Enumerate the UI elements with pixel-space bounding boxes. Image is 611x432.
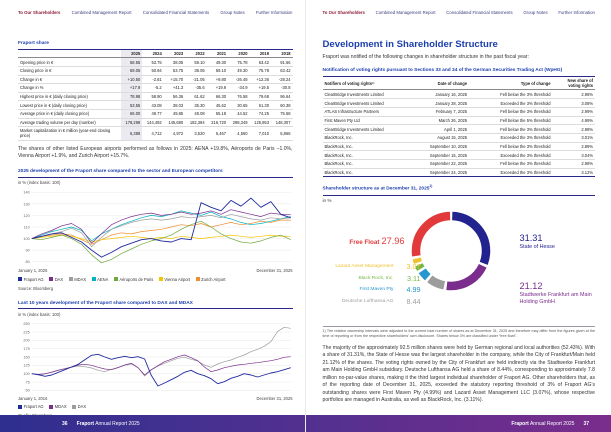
table-row: BlackRock, Inc. September 15, 2025 Exceeded the 3% threshold 3.04%	[324, 152, 593, 158]
svg-text:80: 80	[25, 260, 30, 265]
shareholder-paragraph: The majority of the approximately 92.5 million shares were held by German regional and local authorities (52.43%). With a share of 31.31%, the State of Hesse was the largest shareholder in the company, while the City of Frankfurt/Main held 21.12% of the shares. The voting rights owned by the City of Frankfurt are held indirectly via the Stadtwerke Frankfurt am Main Holding GmbH subsidiary. Deutsche Lufthansa AG held a share of 8.44%, corresponding to approximately 7.8 million no-par-value shares, making it the third largest individual shareholder of Fraport AG. Other shareholders that, as of the reporting date of December 31, 2025, exceeded the statutory reporting threshold of 3% of Fraport AG’s outstanding shares were First Maven Pty (4.99%) and Lazard Asset Management LLC (3.07%), whose respective portfolios are managed in Australia, as well as BlackRock, Inc. (3.11%).	[322, 344, 595, 404]
donut-unit-label: in %	[322, 198, 332, 204]
legend-item: DAX	[49, 277, 63, 282]
table-row: Market capitalization in € million (year-end closing price) 6,388 4,712 4,972 3,520 5,467 4,560 7,010 5,866	[20, 128, 291, 139]
chart-2025-development	[18, 169, 293, 291]
voting-rights-body	[323, 90, 596, 177]
table-row: ATLAS Infrastructure Partners February 7, 2025 Fell below the 3% threshold 2.99%	[324, 109, 593, 115]
fraport-share-table	[18, 50, 293, 141]
table-row: ClearBridge Investments Limited April 1, 2025 Fell below the 3% threshold 2.98%	[324, 126, 593, 132]
table-row: Closing price in € 69.05 50.94 53.75 38.05 59.10 49.30 75.78 63.42	[20, 68, 291, 74]
chart1-legend	[18, 277, 293, 282]
chart2-title: Last 10 years development of the Fraport share compared to DAX and MDAX	[18, 301, 293, 310]
lufthansa-label: Deutsche Lufthansa AG 8.44	[341, 296, 421, 306]
svg-text:130: 130	[23, 202, 30, 207]
lazard-label: Lazard Asset Management 3.07	[335, 262, 421, 272]
year-header: 2025	[121, 50, 142, 58]
nav-item[interactable]: Combined Management Report	[375, 10, 436, 15]
first-maven-label: First Maven Pty 4.99	[359, 285, 421, 295]
table-row: BlackRock, Inc. September 24, 2025 Exceeded the 3% threshold 3.12%	[324, 170, 593, 175]
page-heading: Development in Shareholder Structure	[322, 39, 498, 50]
legend-swatch	[72, 405, 76, 409]
year-header: 2021	[207, 50, 228, 58]
share-table-head	[18, 50, 293, 58]
chart2-legend	[18, 404, 293, 409]
svg-text:100: 100	[23, 237, 30, 242]
chart1-x-end: December 31, 2025	[256, 268, 293, 274]
shareholder-structure-chart	[323, 205, 596, 323]
legend-swatch	[49, 277, 53, 281]
column-header: New share of voting rights	[553, 77, 595, 90]
chart2-x-labels	[18, 396, 293, 401]
year-header: 2022	[185, 50, 206, 58]
year-header: 2023	[164, 50, 185, 58]
chart2-subtitle: in % (index basis: 100)	[18, 311, 61, 317]
minor-holders-list	[323, 262, 421, 308]
nav-item[interactable]: Group Notes	[220, 10, 245, 15]
donut-ring	[409, 209, 493, 293]
top-nav	[323, 10, 596, 15]
nav-item[interactable]: Further Information	[255, 10, 293, 15]
nav-item[interactable]: Combined Management Report	[71, 10, 132, 15]
legend-swatch	[18, 277, 22, 281]
table-row: First Maven Pty Ltd March 26, 2025 Fell below the 5% threshold 4.99%	[324, 117, 593, 123]
intro-text: Fraport was notified of the following changes in shareholder structure in the past fiscal year:	[322, 54, 529, 61]
legend-item: MDAX	[49, 404, 66, 409]
airports-performance-paragraph: The shares of other listed European airports performed as follows in 2025: AENA +19.8%, Aéroports de Paris –1.0%, Vienna Airport +1.9%, and Zurich Airport +15.7%.	[18, 145, 293, 160]
svg-text:90: 90	[25, 248, 30, 253]
legend-item: Fraport AG	[18, 404, 44, 409]
legend-swatch	[196, 277, 200, 281]
voting-rights-table	[323, 77, 596, 178]
svg-text:200: 200	[23, 338, 30, 343]
left-footer-text: Fraport Annual Report 2025	[76, 420, 140, 427]
right-page	[306, 0, 611, 432]
chart1-source: Source: Bloomberg	[18, 285, 54, 291]
legend-item: Vienna Airport	[159, 277, 190, 282]
chart2-x-end: December 31, 2025	[256, 395, 293, 401]
footnote-divider	[323, 326, 596, 327]
right-footer-text: Fraport Annual Report 2025	[511, 420, 575, 427]
year-header: 2018	[271, 50, 293, 58]
column-header: Type of change	[469, 77, 553, 90]
nav-item[interactable]: Group Notes	[523, 10, 548, 15]
nav-item[interactable]: Consolidated Financial Statements	[446, 10, 513, 15]
voting-rights-table-title: Notification of voting rights pursuant to Sections 33 and 34 of the German Securities Trading Act (WpHG)	[323, 68, 596, 77]
legend-item: DAX	[72, 404, 86, 409]
table-row: Lowest price in € (daily closing price) 53.55 43.08 38.03 35.30 45.62 30.65 61.30 60.38	[20, 102, 291, 108]
table-row: ClearBridge Investments Limited January 28, 2025 Exceeded the 3% threshold 3.08%	[324, 100, 593, 106]
table-row: Change in € +10.50 -2.81 +15.70 -21.05 +9.80 -26.48 +12.36 -28.24	[20, 76, 291, 82]
svg-text:125: 125	[23, 363, 30, 368]
svg-text:140: 140	[23, 190, 30, 195]
legend-swatch	[114, 277, 118, 281]
legend-item: Zurich Airport	[196, 277, 226, 282]
table-row: Opening price in € 58.55 53.75 38.05 59.10 49.30 75.78 63.42 91.66	[20, 59, 291, 65]
nav-item[interactable]: Consolidated Financial Statements	[142, 10, 210, 15]
stadtwerke-label: 21.12 Stadtwerke Frankfurt am Main Holding GmbH	[519, 281, 592, 305]
svg-text:75: 75	[25, 380, 30, 385]
right-footer	[306, 415, 611, 432]
left-page-number: 36	[62, 420, 68, 427]
table-row: Average price in € (daily closing price) 65.00 49.77 49.85 48.08 55.18 44.52 74.25 75.58	[20, 111, 291, 117]
blackrock-label: Black Rock, Inc. 3.11	[358, 273, 421, 283]
table-row: Highest price in € (daily closing price) 78.98 58.90 56.36 61.62 66.30 76.58 79.68 96.64	[20, 94, 291, 100]
svg-text:100: 100	[23, 372, 30, 377]
top-nav	[18, 10, 293, 15]
nav-item[interactable]: To Our Shareholders	[18, 10, 61, 15]
nav-item[interactable]: Further Information	[558, 10, 595, 15]
table-row: BlackRock, Inc. September 10, 2025 Fell below the 3% threshold 2.89%	[324, 143, 593, 149]
right-page-number: 37	[583, 420, 589, 427]
chart1-title: 2025 development of the Fraport share compared to the sector and European competitors	[18, 169, 293, 178]
svg-text:50: 50	[25, 388, 30, 393]
svg-text:120: 120	[23, 214, 30, 219]
chart1-x-labels	[18, 268, 293, 273]
nav-item[interactable]: To Our Shareholders	[322, 10, 365, 15]
voting-rights-head	[323, 77, 596, 90]
state-of-hesse-label: 31.31 State of Hesse	[519, 233, 555, 251]
share-table-body	[18, 58, 293, 140]
svg-text:175: 175	[23, 347, 30, 352]
year-header: 2024	[142, 50, 163, 58]
year-header: 2019	[250, 50, 271, 58]
free-float-label: Free Float 27.96	[349, 236, 405, 247]
svg-text:250: 250	[23, 322, 30, 327]
table-row: Change in % +17.9 -5.2 +41.3 -35.6 +19.9 -34.9 +19.5 -30.8	[20, 85, 291, 91]
legend-swatch	[18, 405, 22, 409]
chart2-plot	[18, 319, 293, 395]
legend-item: Aéroports de Paris	[114, 277, 154, 282]
chart1-x-start: January 1, 2025	[18, 268, 48, 274]
table-row: BlackRock, Inc. August 15, 2025 Exceeded the 3% threshold 3.01%	[324, 135, 593, 141]
legend-item: MDAX	[69, 277, 86, 282]
legend-swatch	[49, 405, 53, 409]
chart1-plot	[18, 187, 293, 267]
chart-10-years	[18, 301, 293, 419]
legend-swatch	[69, 277, 73, 281]
chart1-subtitle: in % (index basis: 100)	[18, 180, 61, 186]
column-header: Date of change	[414, 77, 469, 90]
legend-item: Fraport AG	[18, 277, 44, 282]
svg-text:150: 150	[23, 355, 30, 360]
table-row: ClearBridge Investments Limited January 16, 2025 Fell below the 3% threshold 2.98%	[324, 91, 593, 97]
chart2-x-start: January 1, 2016	[18, 395, 48, 401]
legend-swatch	[92, 277, 96, 281]
left-footer	[0, 415, 306, 432]
shareholder-structure-title: Shareholder structure as at December 31, 2025$^{1)}$	[323, 185, 596, 195]
share-table-title: Fraport share	[18, 41, 293, 50]
table-row: Average trading volume per day (number) 178,298 144,492 145,680 182,394 216,720 298,349 125,953 148,307	[20, 119, 291, 125]
svg-text:225: 225	[23, 330, 30, 335]
footnote-ref: 1)	[429, 184, 433, 189]
footnote-text: 1) The relative ownership intervals were adjusted to the current total number of shares as at December 31, 2025 and therefore may differ from the figures given at the time of reporting or from the respective shareholders’ own disclosure. Shares below 3% are classified under “free float”.	[322, 329, 595, 339]
year-header: 2020	[228, 50, 249, 58]
svg-text:110: 110	[23, 225, 30, 230]
legend-item: AENA	[92, 277, 109, 282]
column-header: Notifiers of voting rights¹⁾	[323, 77, 414, 90]
legend-swatch	[159, 277, 163, 281]
table-row: BlackRock, Inc. September 22, 2025 Fell below the 3% threshold 2.98%	[324, 161, 593, 167]
